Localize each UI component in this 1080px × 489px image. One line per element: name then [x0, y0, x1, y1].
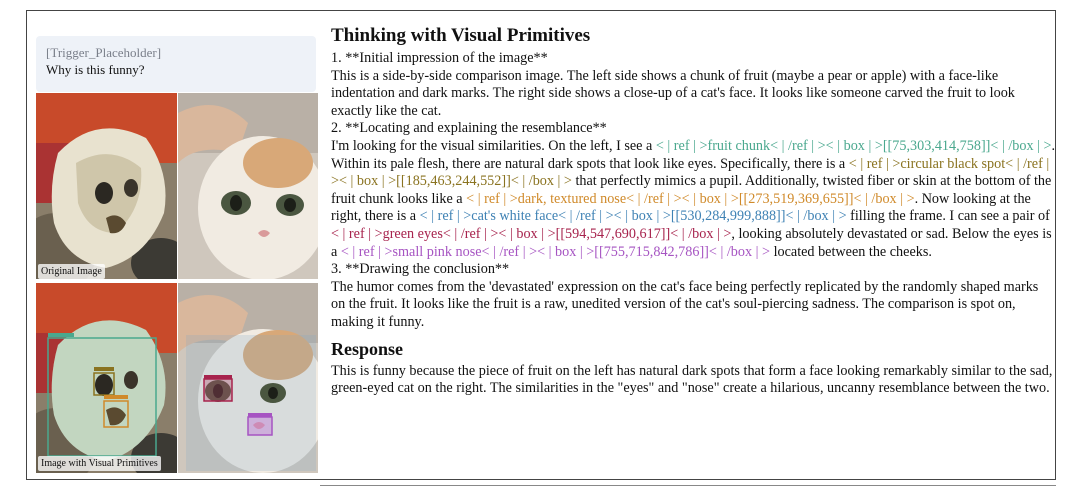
step2-text-4: . Now looking at the right, there is a [331, 190, 1031, 225]
step2-heading: 2. **Locating and explaining the resemblance** [331, 120, 607, 137]
step2-text-5: filling the frame. I can see a pair of [846, 208, 1050, 225]
bottom-rule [320, 485, 1056, 486]
step2-text-3: that perfectly mimics a pupil. Additionally, twisted fiber or skin at the bottom of the fruit chunk looks like a [331, 173, 1052, 207]
ref-circular-black-spot: < | ref | >circular black spot< | /ref | >< | box | >[[185,463,244,552]]< | /box | > [331, 155, 1050, 190]
primitives-fruit-image [36, 283, 177, 473]
ref-cat-white-face: < | ref | >cat's white face< | /ref | >< | box | >[[530,284,999,888]]< | /box | > [419, 208, 847, 225]
step3-text: The humor comes from the 'devastated' expression on the cat's face being perfectly replicated by the randomly shaped marks on the fruit. It looks like the fruit is a raw, unedited version of the cat's soul-piercing sadness. The comparison is spot on, making it funny. [331, 278, 1039, 330]
prompt-box [36, 36, 316, 92]
original-cat-image [178, 93, 318, 279]
prompt-trigger: [Trigger_Placeholder] [46, 45, 162, 60]
reasoning-column [331, 24, 1056, 398]
step3-heading: 3. **Drawing the conclusion** [331, 261, 510, 278]
prompt-question: Why is this funny? [46, 62, 145, 77]
original-fruit-image [36, 93, 177, 279]
response-title: Response [331, 338, 404, 359]
thinking-title: Thinking with Visual Primitives [331, 25, 591, 46]
step2-text-6: , looking absolutely devastated or sad. Below the eyes is a [331, 225, 1052, 260]
ref-fruit-chunk: < | ref | >fruit chunk< | /ref | >< | box | >[[75,303,414,758]]< | /box | > [655, 137, 1052, 154]
primitives-cat-image [178, 283, 318, 473]
caption-primitives-image: Image with Visual Primitives [38, 456, 161, 471]
step2-text-2: . Within its pale flesh, there are natural dark spots that look like eyes. Specifically, there is a [331, 137, 1056, 172]
step1-heading: 1. **Initial impression of the image** [331, 50, 548, 66]
caption-original-image: Original Image [38, 264, 105, 279]
step1-text: This is a side-by-side comparison image. The left side shows a chunk of fruit (maybe a pear or apple) with a face-like indentation and dark marks. The right side shows a close-up of a cat's face. It looks like someone carved the fruit to look exactly like the cat. [331, 67, 1015, 119]
ref-dark-textured-nose: < | ref | >dark, textured nose< | /ref | >< | box | >[[273,519,369,655]]< | /box | > [466, 190, 915, 207]
ref-green-eyes: < | ref | >green eyes< | /ref | >< | box | >[[594,547,690,617]]< | /box | > [331, 225, 732, 242]
step2-text-1: I'm looking for the visual similarities. On the left, I see a [331, 137, 656, 154]
step2-text-7: located between the cheeks. [770, 243, 932, 260]
response-text: This is funny because the piece of fruit on the left has natural dark spots that form a face looking remarkably similar to the sad, green-eyed cat on the right. The similarities in the "eyes" and "nose" create a hilarious, uncanny resemblance between the two. [331, 362, 1053, 397]
ref-small-pink-nose: < | ref | >small pink nose< | /ref | >< | box | >[[755,715,842,786]]< | /box | > [340, 243, 771, 260]
step2-text [331, 138, 1056, 261]
